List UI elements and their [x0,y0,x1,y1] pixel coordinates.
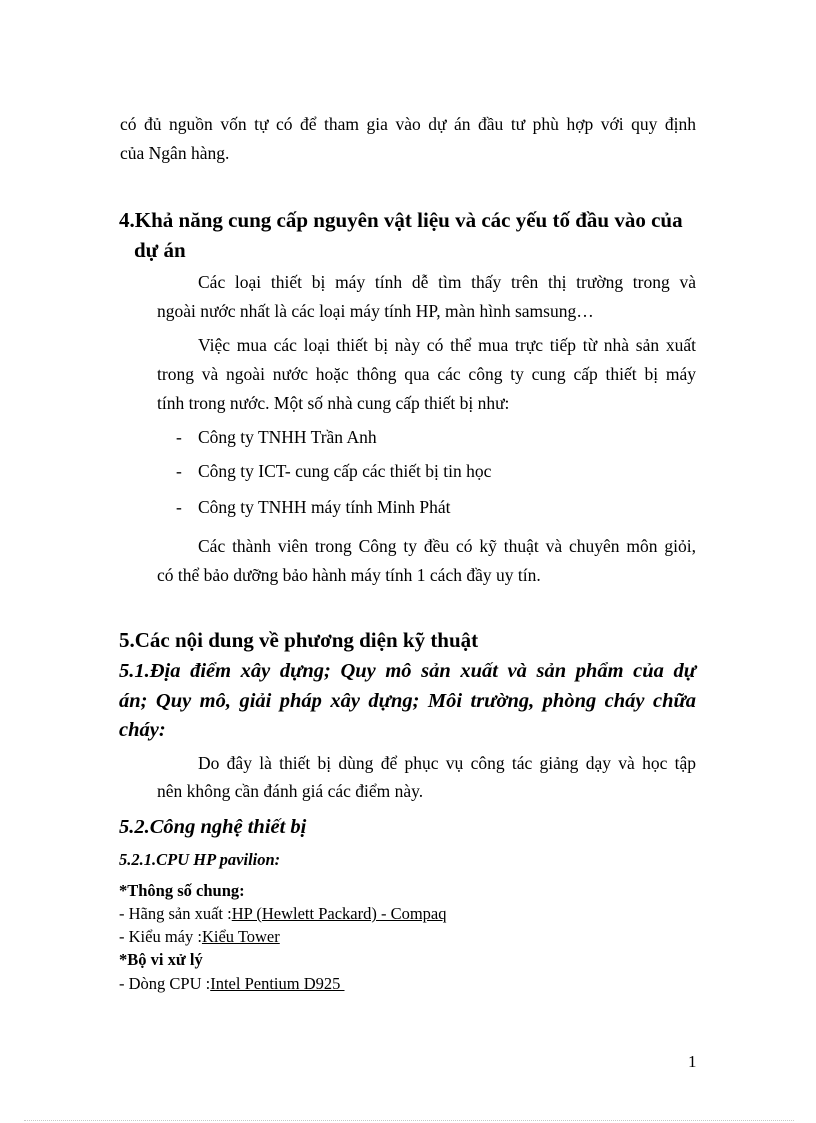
section-4-heading: 4.Khả năng cung cấp nguyên vật liệu và các yếu tố đầu vào của [119,208,683,232]
section-4-para-2-line-1: Việc mua các loại thiết bị này có thể mua trực tiếp từ nhà sản xuất [198,335,696,355]
subsection-5-2-1-heading: 5.2.1.CPU HP pavilion: [119,850,281,869]
subsection-5-2-heading: 5.2.Công nghệ thiết bị [119,816,307,838]
subsection-5-1-heading-cont: án; Quy mô, giải pháp xây dựng; Môi trường, phòng cháy chữa [119,690,696,712]
bullet-dash: - [176,497,182,517]
subsection-5-1-para-line-1: Do đây là thiết bị dùng để phục vụ công tác giảng dạy và học tập [198,753,696,773]
subsection-5-1-para-line-2: nên không cần đánh giá các điểm này. [157,781,424,801]
spec-row-cpu [119,974,345,994]
page-number: 1 [688,1052,697,1071]
subsection-5-1-heading: 5.1.Địa điểm xây dựng; Quy mô sản xuất và sản phẩm của dự [119,660,696,682]
intro-line-2: của Ngân hàng. [120,143,230,163]
spec-row-model [119,927,280,947]
section-5-heading: 5.Các nội dung về phương diện kỹ thuật [119,628,479,652]
section-4-para-2-line-3: tính trong nước. Một số nhà cung cấp thiết bị như: [157,393,510,413]
spec-general-heading: *Thông số chung: [119,881,245,900]
section-4-para-1-line-1: Các loại thiết bị máy tính dễ tìm thấy trên thị trường trong và [198,272,696,292]
spec-value: Intel Pentium D925 [210,974,345,993]
section-4-para-3-line-2: có thể bảo dưỡng bảo hành máy tính 1 cách đầy uy tín. [157,565,541,585]
intro-line-1: có đủ nguồn vốn tự có để tham gia vào dự án đầu tư phù hợp với quy định [120,114,696,134]
spec-label: - Kiểu máy : [119,927,202,946]
spec-row-manufacturer [119,904,446,924]
bullet-dash: - [176,427,182,447]
list-item [176,457,491,485]
supplier-name: Công ty ICT- cung cấp các thiết bị tin học [198,461,492,481]
spec-value: HP (Hewlett Packard) - Compaq [231,904,447,923]
supplier-name: Công ty TNHH Trần Anh [198,427,377,447]
spec-value: Kiểu Tower [201,927,280,946]
section-4-para-3-line-1: Các thành viên trong Công ty đều có kỹ thuật và chuyên môn giỏi, [198,536,696,556]
list-item [176,423,377,451]
section-4-para-2-line-2: trong và ngoài nước hoặc thông qua các công ty cung cấp thiết bị máy [157,364,696,384]
section-4-para-1-line-2: ngoài nước nhất là các loại máy tính HP, màn hình samsung… [157,301,594,321]
page-bottom-divider [24,1120,794,1121]
spec-label: - Hãng sản xuất : [119,904,232,923]
list-item [176,493,450,521]
bullet-dash: - [176,461,182,481]
spec-cpu-heading: *Bộ vi xử lý [119,950,203,969]
spec-label: - Dòng CPU : [119,974,211,993]
subsection-5-1-heading-end: cháy: [119,719,166,741]
section-4-heading-cont: dự án [134,238,186,262]
supplier-name: Công ty TNHH máy tính Minh Phát [198,497,451,517]
